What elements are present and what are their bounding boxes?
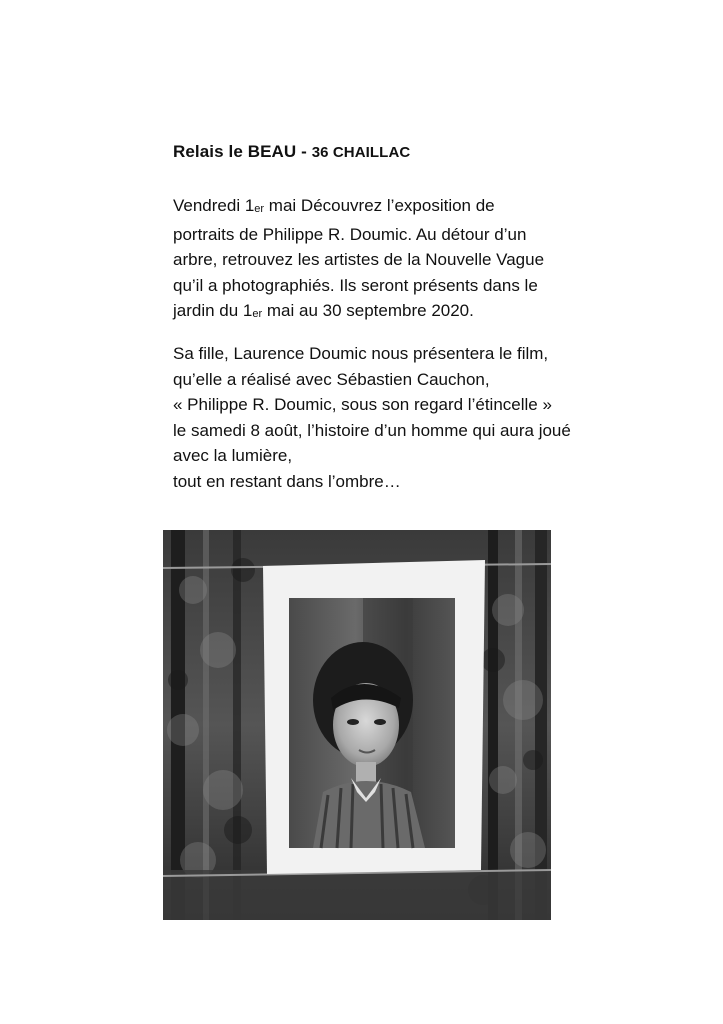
paragraph-line: le samedi 8 août, l’histoire d’un homme qui aura joué bbox=[173, 420, 571, 440]
paragraph-line: tout en restant dans l’ombre… bbox=[173, 471, 401, 491]
portrait-eye bbox=[347, 719, 359, 725]
photo-illustration bbox=[163, 530, 551, 920]
text-fragment: jardin du 1 bbox=[173, 301, 253, 321]
paragraph-line: qu’elle a réalisé avec Sébastien Cauchon, bbox=[173, 369, 490, 389]
title-location: 36 CHAILLAC bbox=[311, 144, 411, 161]
ordinal-suffix: er bbox=[254, 203, 265, 215]
portrait-neck bbox=[356, 762, 376, 782]
text-fragment: mai Découvrez l’exposition de bbox=[264, 196, 495, 215]
paragraph-line bbox=[173, 193, 633, 222]
text-fragment: Vendredi 1 bbox=[173, 196, 255, 215]
paragraph-line: qu’il a photographiés. Ils seront présents dans le bbox=[173, 275, 538, 295]
portrait-eye bbox=[374, 719, 386, 725]
tree-trunk bbox=[488, 530, 498, 920]
paragraph-line: Sa fille, Laurence Doumic nous présentera le film, bbox=[173, 344, 549, 363]
paragraph-line bbox=[173, 298, 633, 327]
ground bbox=[163, 870, 551, 920]
paragraph-line: avec la lumière, bbox=[173, 446, 293, 466]
tree-trunk bbox=[233, 530, 241, 920]
page-title bbox=[173, 142, 410, 162]
paragraph-line: « Philippe R. Doumic, sous son regard l’étincelle » bbox=[173, 395, 552, 415]
paragraph-film bbox=[173, 341, 633, 495]
text-fragment: mai au 30 septembre 2020. bbox=[262, 301, 474, 321]
paragraph-exhibition bbox=[173, 193, 633, 327]
paragraph-line: portraits de Philippe R. Doumic. Au détour d’un bbox=[173, 224, 527, 244]
paragraph-line: arbre, retrouvez les artistes de la Nouvelle Vague bbox=[173, 250, 545, 270]
ordinal-suffix: er bbox=[252, 308, 263, 321]
garden-portrait-photo bbox=[163, 530, 551, 920]
title-main: Relais le BEAU - bbox=[173, 142, 312, 161]
